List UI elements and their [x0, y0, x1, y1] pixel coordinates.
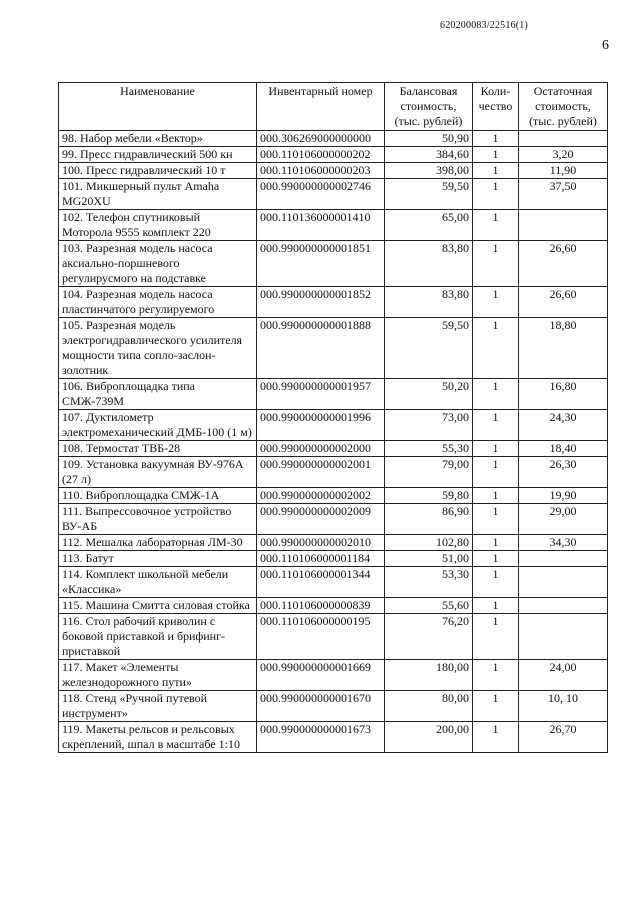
cell-quantity: 1	[473, 147, 519, 163]
cell-quantity: 1	[473, 318, 519, 379]
header-name: Наименование	[59, 83, 257, 131]
cell-quantity: 1	[473, 131, 519, 147]
cell-balance-value: 50,20	[385, 379, 473, 410]
cell-inventory-number: 000.990000000002002	[257, 488, 385, 504]
cell-inventory-number: 000.990000000001996	[257, 410, 385, 441]
cell-residual-value: 29,00	[519, 504, 608, 535]
cell-inventory-number: 000.990000000002009	[257, 504, 385, 535]
cell-quantity: 1	[473, 535, 519, 551]
cell-inventory-number: 000.990000000002001	[257, 457, 385, 488]
cell-name: 110. Виброплощадка СМЖ-1А	[59, 488, 257, 504]
table-row	[59, 551, 608, 567]
table-row	[59, 210, 608, 241]
cell-balance-value: 55,60	[385, 598, 473, 614]
cell-residual-value: 34,30	[519, 535, 608, 551]
cell-name: 113. Батут	[59, 551, 257, 567]
cell-name: 106. Виброплощадка типа СМЖ-739М	[59, 379, 257, 410]
table-header-row	[59, 83, 608, 131]
cell-name: 115. Машина Смитта силовая стойка	[59, 598, 257, 614]
cell-residual-value: 26,70	[519, 722, 608, 753]
cell-residual-value: 24,00	[519, 660, 608, 691]
cell-residual-value: 18,40	[519, 441, 608, 457]
header-inventory-number: Инвентарный номер	[257, 83, 385, 131]
cell-name: 103. Разрезная модель насоса аксиально-поршневого регулирусмого на подставке	[59, 241, 257, 287]
table-row	[59, 287, 608, 318]
table-row	[59, 722, 608, 753]
cell-residual-value	[519, 567, 608, 598]
cell-inventory-number: 000.110106000001344	[257, 567, 385, 598]
cell-residual-value: 11,90	[519, 163, 608, 179]
header-quantity: Коли-чество	[473, 83, 519, 131]
table-row	[59, 179, 608, 210]
table-row	[59, 660, 608, 691]
cell-quantity: 1	[473, 163, 519, 179]
cell-quantity: 1	[473, 379, 519, 410]
table-row	[59, 410, 608, 441]
cell-name: 109. Установка вакуумная ВУ-976А (27 л)	[59, 457, 257, 488]
cell-balance-value: 65,00	[385, 210, 473, 241]
cell-inventory-number: 000.990000000001888	[257, 318, 385, 379]
cell-quantity: 1	[473, 504, 519, 535]
cell-balance-value: 59,50	[385, 318, 473, 379]
cell-residual-value: 37,50	[519, 179, 608, 210]
cell-inventory-number: 000.990000000001957	[257, 379, 385, 410]
cell-balance-value: 55,30	[385, 441, 473, 457]
cell-balance-value: 59,50	[385, 179, 473, 210]
table-row	[59, 567, 608, 598]
cell-residual-value: 18,80	[519, 318, 608, 379]
cell-name: 102. Телефон спутниковый Моторола 9555 комплект 220	[59, 210, 257, 241]
cell-quantity: 1	[473, 179, 519, 210]
cell-residual-value	[519, 551, 608, 567]
cell-balance-value: 200,00	[385, 722, 473, 753]
cell-name: 114. Комплект школьной мебели «Классика»	[59, 567, 257, 598]
table-row	[59, 163, 608, 179]
cell-inventory-number: 000.110106000000195	[257, 614, 385, 660]
table-row	[59, 241, 608, 287]
header-balance-value: Балансовая стоимость, (тыс. рублей)	[385, 83, 473, 131]
cell-residual-value: 26,60	[519, 287, 608, 318]
cell-inventory-number: 000.110106000000203	[257, 163, 385, 179]
cell-residual-value: 16,80	[519, 379, 608, 410]
cell-balance-value: 384,60	[385, 147, 473, 163]
cell-residual-value: 3,20	[519, 147, 608, 163]
cell-inventory-number: 000.990000000001669	[257, 660, 385, 691]
cell-inventory-number: 000.110106000000839	[257, 598, 385, 614]
inventory-table	[58, 82, 608, 753]
table-row	[59, 441, 608, 457]
cell-quantity: 1	[473, 598, 519, 614]
cell-name: 108. Термостат ТВБ-28	[59, 441, 257, 457]
cell-residual-value	[519, 598, 608, 614]
cell-name: 111. Выпрессовочное устройство ВУ-АБ	[59, 504, 257, 535]
cell-balance-value: 180,00	[385, 660, 473, 691]
table-row	[59, 598, 608, 614]
cell-balance-value: 50,90	[385, 131, 473, 147]
cell-residual-value: 19,90	[519, 488, 608, 504]
cell-inventory-number: 000.990000000001670	[257, 691, 385, 722]
cell-inventory-number: 000.110106000001184	[257, 551, 385, 567]
cell-name: 105. Разрезная модель электрогидравлического усилителя мощности типа сопло-заслон-золотник	[59, 318, 257, 379]
page-number: 6	[602, 38, 609, 53]
cell-quantity: 1	[473, 410, 519, 441]
cell-balance-value: 51,00	[385, 551, 473, 567]
cell-inventory-number: 000.990000000002746	[257, 179, 385, 210]
cell-balance-value: 83,80	[385, 241, 473, 287]
table-row	[59, 488, 608, 504]
cell-quantity: 1	[473, 441, 519, 457]
cell-quantity: 1	[473, 488, 519, 504]
table-row	[59, 457, 608, 488]
cell-quantity: 1	[473, 614, 519, 660]
cell-name: 116. Стол рабочий криволин с боковой приставкой и брифинг-приставкой	[59, 614, 257, 660]
cell-inventory-number: 000.990000000001852	[257, 287, 385, 318]
cell-balance-value: 398,00	[385, 163, 473, 179]
cell-inventory-number: 000.990000000001851	[257, 241, 385, 287]
table-row	[59, 318, 608, 379]
cell-quantity: 1	[473, 660, 519, 691]
cell-residual-value	[519, 210, 608, 241]
cell-inventory-number: 000.990000000002010	[257, 535, 385, 551]
cell-balance-value: 79,00	[385, 457, 473, 488]
cell-residual-value	[519, 614, 608, 660]
cell-name: 118. Стенд «Ручной путевой инструмент»	[59, 691, 257, 722]
cell-residual-value	[519, 131, 608, 147]
cell-residual-value: 26,30	[519, 457, 608, 488]
cell-residual-value: 26,60	[519, 241, 608, 287]
cell-inventory-number: 000.990000000002000	[257, 441, 385, 457]
cell-name: 104. Разрезная модель насоса пластинчатого регулируемого	[59, 287, 257, 318]
cell-inventory-number: 000.110106000000202	[257, 147, 385, 163]
cell-quantity: 1	[473, 210, 519, 241]
table-row	[59, 535, 608, 551]
table-row	[59, 147, 608, 163]
cell-quantity: 1	[473, 287, 519, 318]
cell-inventory-number: 000.110136000001410	[257, 210, 385, 241]
cell-balance-value: 86,90	[385, 504, 473, 535]
cell-name: 99. Пресс гидравлический 500 кн	[59, 147, 257, 163]
cell-name: 101. Микшерный пульт Amaha MG20XU	[59, 179, 257, 210]
cell-inventory-number: 000.306269000000000	[257, 131, 385, 147]
cell-balance-value: 83,80	[385, 287, 473, 318]
table-body	[59, 131, 608, 753]
table-row	[59, 504, 608, 535]
cell-balance-value: 73,00	[385, 410, 473, 441]
cell-quantity: 1	[473, 567, 519, 598]
cell-quantity: 1	[473, 457, 519, 488]
cell-quantity: 1	[473, 241, 519, 287]
cell-name: 119. Макеты рельсов и рельсовых скреплений, шпал в масштабе 1:10	[59, 722, 257, 753]
cell-balance-value: 80,00	[385, 691, 473, 722]
cell-residual-value: 24,30	[519, 410, 608, 441]
cell-residual-value: 10, 10	[519, 691, 608, 722]
cell-balance-value: 102,80	[385, 535, 473, 551]
document-id: 620200083/22516(1)	[440, 20, 529, 31]
cell-quantity: 1	[473, 691, 519, 722]
cell-name: 107. Дуктилометр электромеханический ДМБ-100 (1 м)	[59, 410, 257, 441]
cell-quantity: 1	[473, 722, 519, 753]
cell-name: 100. Пресс гидравлический 10 т	[59, 163, 257, 179]
cell-balance-value: 76,20	[385, 614, 473, 660]
cell-name: 112. Мешалка лабораторная ЛМ-30	[59, 535, 257, 551]
cell-name: 98. Набор мебели «Вектор»	[59, 131, 257, 147]
cell-balance-value: 59,80	[385, 488, 473, 504]
cell-balance-value: 53,30	[385, 567, 473, 598]
table-row	[59, 379, 608, 410]
header-residual-value: Остаточная стоимость, (тыс. рублей)	[519, 83, 608, 131]
cell-inventory-number: 000.990000000001673	[257, 722, 385, 753]
table-row	[59, 691, 608, 722]
cell-quantity: 1	[473, 551, 519, 567]
cell-name: 117. Макет «Элементы железнодорожного пути»	[59, 660, 257, 691]
table-row	[59, 131, 608, 147]
table-row	[59, 614, 608, 660]
